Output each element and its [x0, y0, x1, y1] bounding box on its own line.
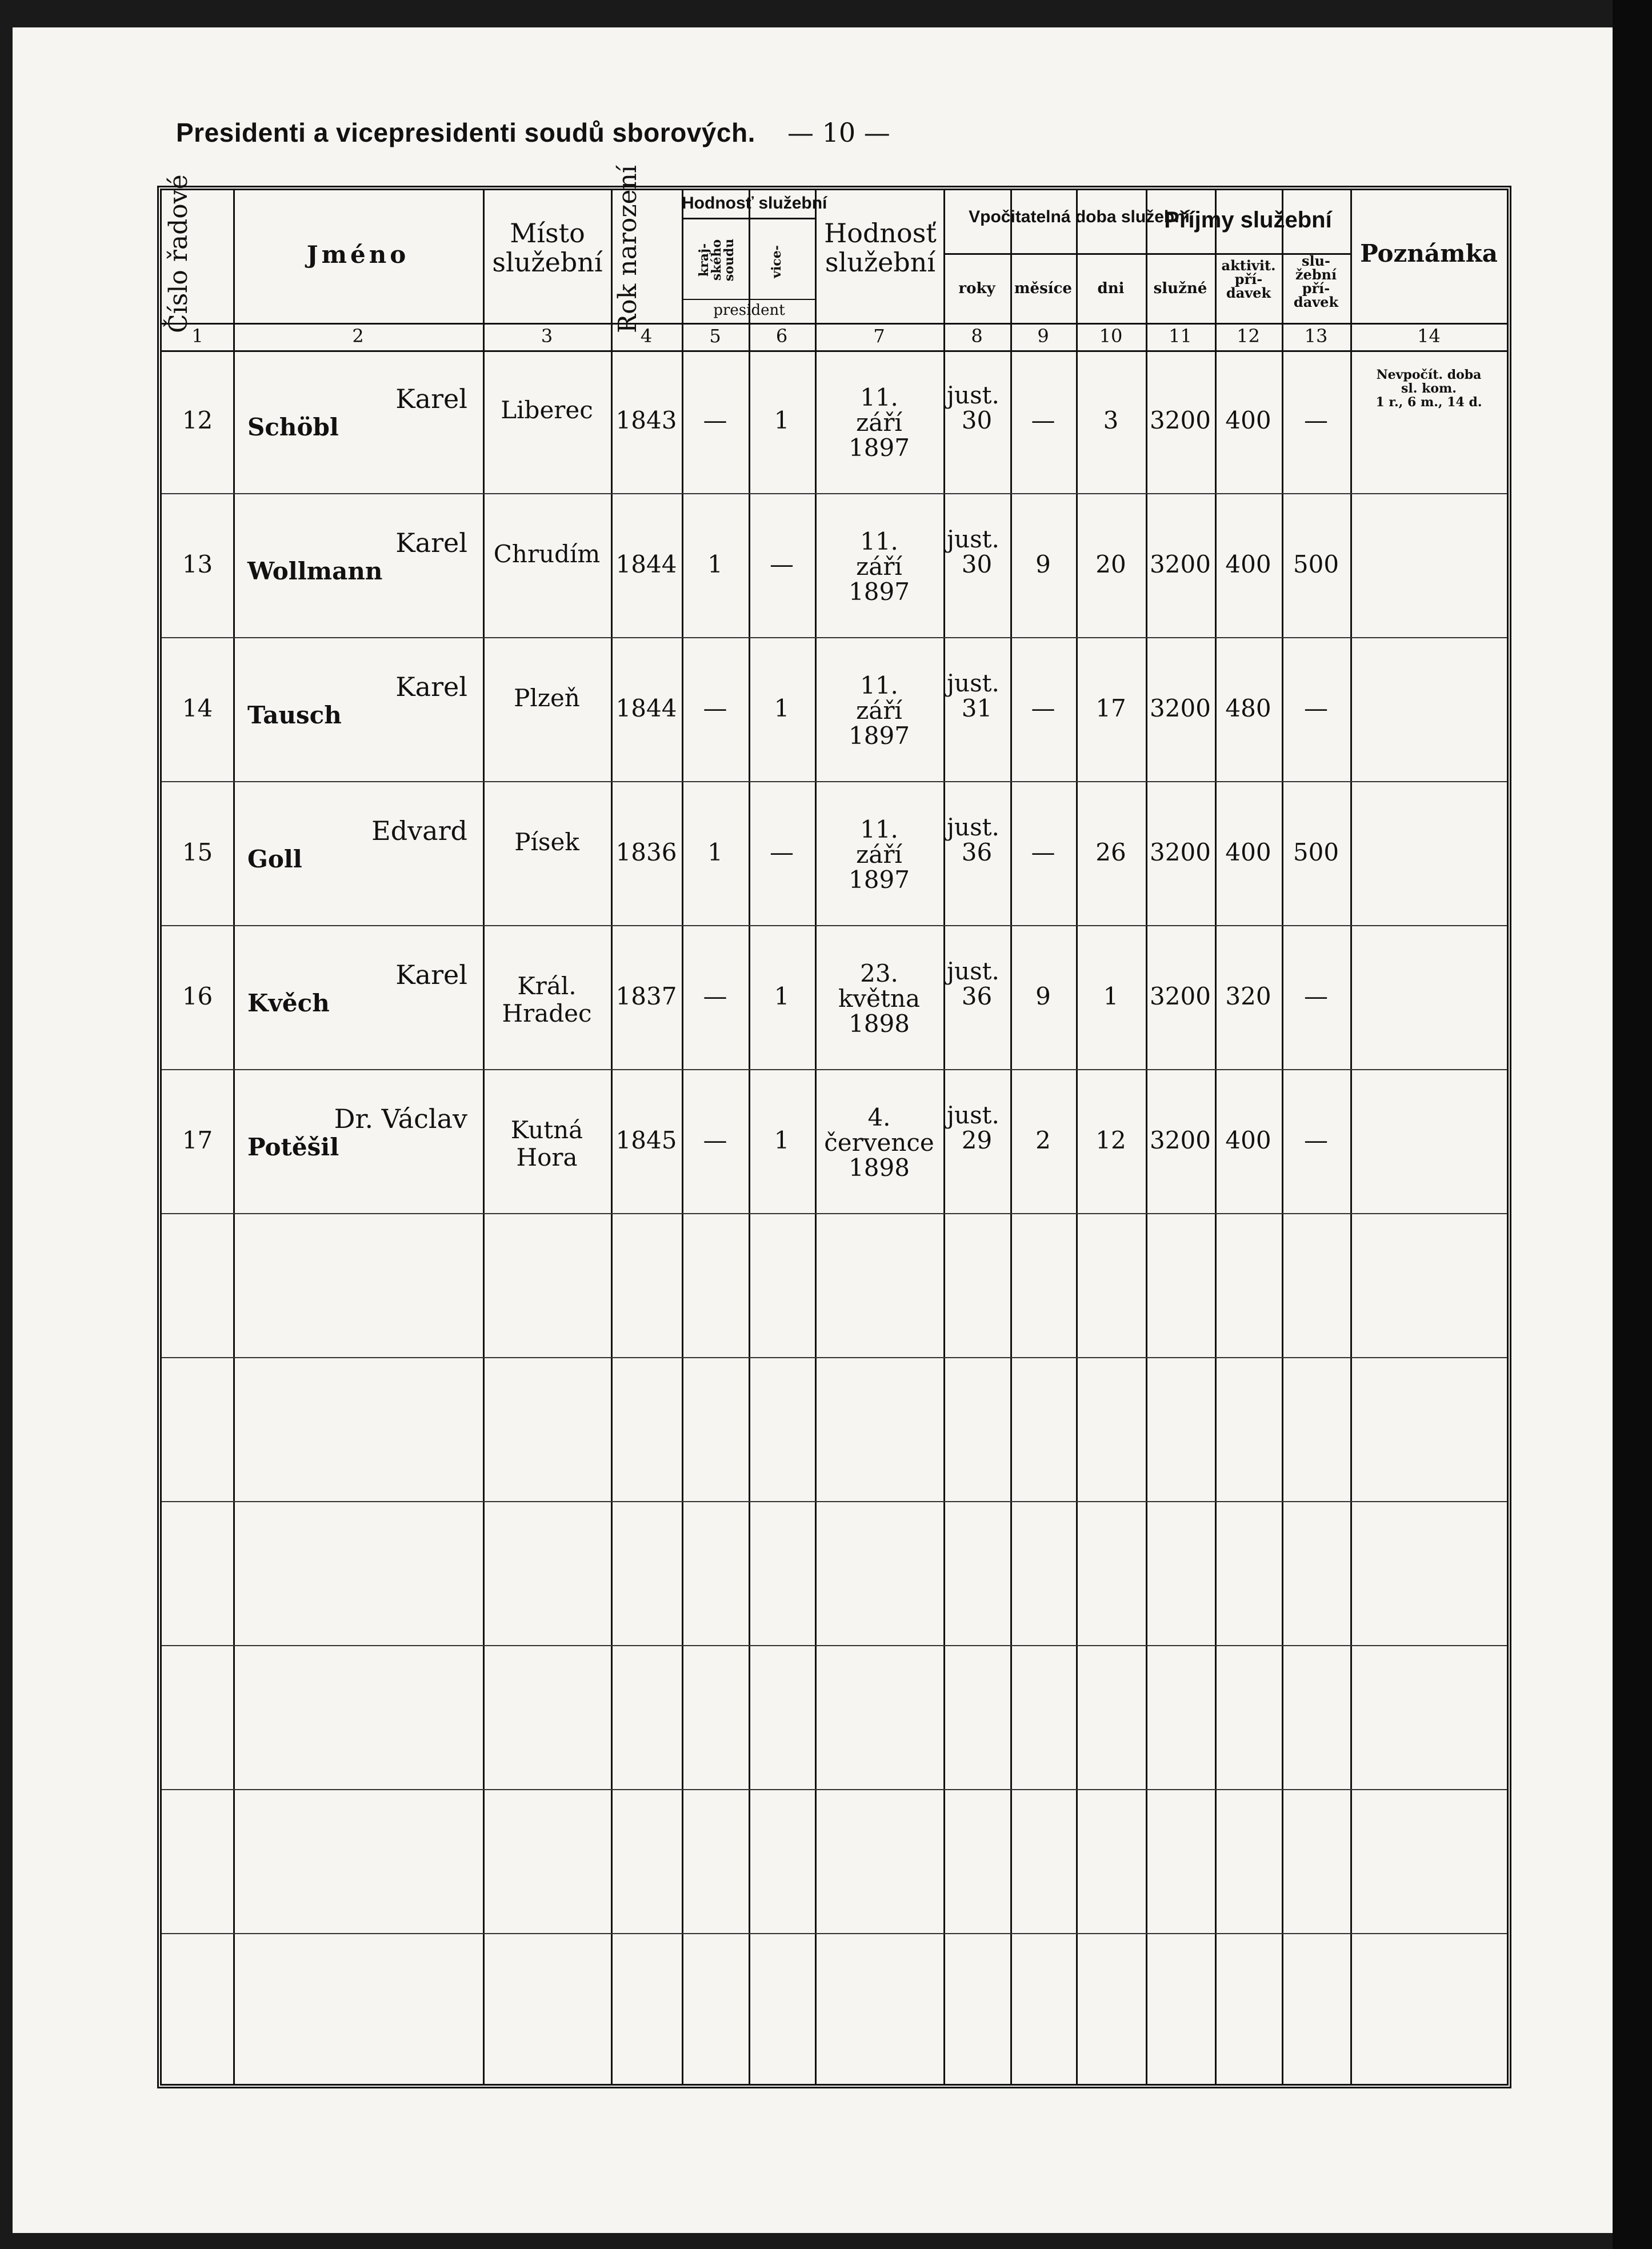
just-label: just. [947, 525, 999, 553]
row-rule [162, 1069, 1507, 1070]
activity-bonus-value: 400 [1225, 550, 1271, 578]
last-name: Wollmann [247, 557, 383, 585]
rank-date: září [856, 553, 902, 581]
first-name: Karel [395, 383, 467, 414]
service-bonus-value: — [1304, 694, 1328, 722]
years-value: 36 [961, 982, 993, 1010]
salary-value: 3200 [1150, 406, 1211, 434]
note-text: 1 r., 6 m., 14 d. [1375, 395, 1482, 410]
krajskeho-soudu-value: 1 [707, 838, 723, 866]
just-label: just. [947, 1101, 999, 1129]
column-number: 8 [971, 325, 983, 347]
rank-date: 11. [860, 527, 898, 555]
days-value: 20 [1095, 550, 1126, 578]
col-rule [233, 190, 235, 2084]
birth-year: 1844 [615, 550, 677, 578]
years-value: 30 [961, 550, 993, 578]
row-rule [162, 1357, 1507, 1358]
place: Kutná [510, 1116, 583, 1144]
header-krajskeho-soudu: kraj-ského soudu [697, 238, 737, 282]
row-number: 14 [182, 694, 213, 722]
months-value: 2 [1035, 1126, 1051, 1154]
header-sluzebni-pridavek: slu-žební pří-davek [1293, 253, 1339, 310]
vicepresident-value: 1 [774, 694, 790, 722]
first-name: Edvard [371, 815, 467, 846]
header-sluzne: služné [1153, 280, 1207, 297]
header-hodnost-sluzebni: Hodnosť služební [824, 218, 937, 278]
rank-date: 11. [860, 815, 898, 843]
just-label: just. [947, 669, 999, 697]
rank-date: 11. [860, 671, 898, 699]
row-number: 12 [182, 406, 213, 434]
days-value: 26 [1095, 838, 1126, 866]
column-number: 4 [640, 325, 653, 347]
last-name: Goll [247, 845, 302, 873]
row-rule [162, 925, 1507, 926]
vicepresident-value: 1 [774, 982, 790, 1010]
first-name: Karel [395, 959, 467, 990]
service-bonus-value: — [1304, 406, 1328, 434]
rank-date: 4. [867, 1103, 891, 1131]
activity-bonus-value: 400 [1225, 1126, 1271, 1154]
column-number: 3 [541, 325, 553, 347]
column-number-rule [162, 350, 1507, 352]
months-value: — [1031, 838, 1055, 866]
service-bonus-value: 500 [1293, 550, 1339, 578]
days-value: 1 [1103, 982, 1119, 1010]
service-bonus-value: 500 [1293, 838, 1339, 866]
column-number: 14 [1417, 325, 1441, 347]
salary-value: 3200 [1150, 550, 1211, 578]
row-number: 15 [182, 838, 213, 866]
row-rule [162, 1501, 1507, 1502]
birth-year: 1843 [615, 406, 677, 434]
column-number: 11 [1169, 325, 1192, 347]
just-label: just. [947, 957, 999, 985]
vicepresident-value: 1 [774, 406, 790, 434]
days-value: 17 [1095, 694, 1126, 722]
rank-date: 1898 [849, 1010, 910, 1038]
place: Písek [514, 828, 579, 856]
place: Plzeň [514, 684, 580, 712]
header-vice: vice- [769, 245, 784, 278]
rank-date: července [824, 1128, 934, 1156]
header-rule [682, 218, 817, 219]
vicepresident-value: — [770, 838, 794, 866]
salary-value: 3200 [1150, 982, 1211, 1010]
header-rule [682, 299, 817, 300]
ledger-table [157, 165, 1511, 2088]
row-rule [162, 781, 1507, 782]
column-number: 10 [1099, 325, 1123, 347]
header-poznamka: Poznámka [1360, 239, 1498, 267]
row-rule [162, 1933, 1507, 1934]
krajskeho-soudu-value: — [703, 982, 727, 1010]
row-rule [162, 493, 1507, 494]
page-edge-shadow [1613, 0, 1652, 2249]
rank-date: 1897 [849, 722, 910, 750]
service-bonus-value: — [1304, 982, 1328, 1010]
row-number: 13 [182, 550, 213, 578]
header-dni: dni [1097, 280, 1125, 297]
header-roky: roky [958, 280, 995, 297]
place: Hora [516, 1143, 578, 1171]
birth-year: 1836 [615, 838, 677, 866]
note-text: sl. kom. [1401, 381, 1457, 396]
rank-date: 11. [860, 383, 898, 411]
krajskeho-soudu-value: 1 [707, 550, 723, 578]
header-rok-narozeni: Rok narození [613, 165, 642, 333]
last-name: Potěšil [247, 1133, 339, 1161]
header-aktivit-pridavek: aktivit. pří-davek [1221, 257, 1276, 301]
activity-bonus-value: 400 [1225, 838, 1271, 866]
months-value: 9 [1035, 982, 1051, 1010]
last-name: Tausch [247, 701, 342, 729]
first-name: Karel [395, 671, 467, 702]
column-number: 7 [873, 325, 885, 347]
years-value: 29 [961, 1126, 993, 1154]
header-vpocitatelna-doba: Vpočitatelná doba služební [969, 207, 1190, 226]
activity-bonus-value: 480 [1225, 694, 1271, 722]
row-rule [162, 637, 1507, 638]
col-rule [1350, 190, 1352, 2084]
krajskeho-soudu-value: — [703, 694, 727, 722]
first-name: Dr. Václav [334, 1103, 467, 1134]
header-bottom-rule [162, 323, 1507, 325]
last-name: Schöbl [247, 413, 339, 441]
page-number: — 10 — [787, 117, 890, 148]
column-number: 2 [352, 325, 364, 347]
row-rule [162, 1213, 1507, 1214]
row-number: 16 [182, 982, 213, 1010]
rank-date: 23. [860, 959, 898, 987]
rank-date: září [856, 841, 902, 869]
krajskeho-soudu-value: — [703, 1126, 727, 1154]
months-value: — [1031, 694, 1055, 722]
rank-date: 1898 [849, 1154, 910, 1182]
header-prijmy-sluzebni: Příjmy služební [1164, 207, 1332, 233]
krajskeho-soudu-value: — [703, 406, 727, 434]
years-value: 36 [961, 838, 993, 866]
place: Hradec [502, 999, 592, 1027]
activity-bonus-value: 320 [1225, 982, 1271, 1010]
rank-date: září [856, 697, 902, 725]
rank-date: 1897 [849, 866, 910, 894]
last-name: Kvěch [247, 989, 330, 1017]
service-bonus-value: — [1304, 1126, 1328, 1154]
years-value: 30 [961, 406, 993, 434]
rank-date: září [856, 409, 902, 437]
place: Chrudím [493, 540, 601, 568]
column-number: 5 [709, 325, 721, 347]
vicepresident-value: 1 [774, 1126, 790, 1154]
note-text: Nevpočít. doba [1376, 367, 1482, 382]
salary-value: 3200 [1150, 694, 1211, 722]
header-jmeno: Jméno [306, 241, 410, 269]
column-number: 12 [1237, 325, 1260, 347]
rank-date: května [838, 985, 920, 1013]
header-hodnost-group: Hodnosť služební [682, 194, 827, 213]
place: Král. [517, 972, 577, 1000]
activity-bonus-value: 400 [1225, 406, 1271, 434]
row-number: 17 [182, 1126, 213, 1154]
header-president: president [713, 302, 785, 319]
column-number: 6 [775, 325, 788, 347]
birth-year: 1845 [615, 1126, 677, 1154]
days-value: 3 [1103, 406, 1119, 434]
column-number: 9 [1037, 325, 1049, 347]
page-title: Presidenti a vicepresidenti soudů sborových. [176, 118, 755, 147]
place: Liberec [501, 396, 593, 424]
months-value: 9 [1035, 550, 1051, 578]
rank-date: 1897 [849, 434, 910, 462]
birth-year: 1837 [615, 982, 677, 1010]
months-value: — [1031, 406, 1055, 434]
rank-date: 1897 [849, 578, 910, 606]
vicepresident-value: — [770, 550, 794, 578]
days-value: 12 [1095, 1126, 1126, 1154]
row-rule [162, 1789, 1507, 1790]
just-label: just. [947, 813, 999, 841]
column-number: 13 [1304, 325, 1328, 347]
salary-value: 3200 [1150, 838, 1211, 866]
header-cislo-radove: Číslo řadové [164, 174, 193, 333]
salary-value: 3200 [1150, 1126, 1211, 1154]
column-number: 1 [191, 325, 203, 347]
just-label: just. [947, 381, 999, 409]
first-name: Karel [395, 527, 467, 558]
years-value: 31 [961, 694, 993, 722]
header-mesice: měsíce [1014, 280, 1072, 297]
row-rule [162, 1645, 1507, 1646]
birth-year: 1844 [615, 694, 677, 722]
header-misto-sluzebni: Místo služební [492, 218, 603, 278]
